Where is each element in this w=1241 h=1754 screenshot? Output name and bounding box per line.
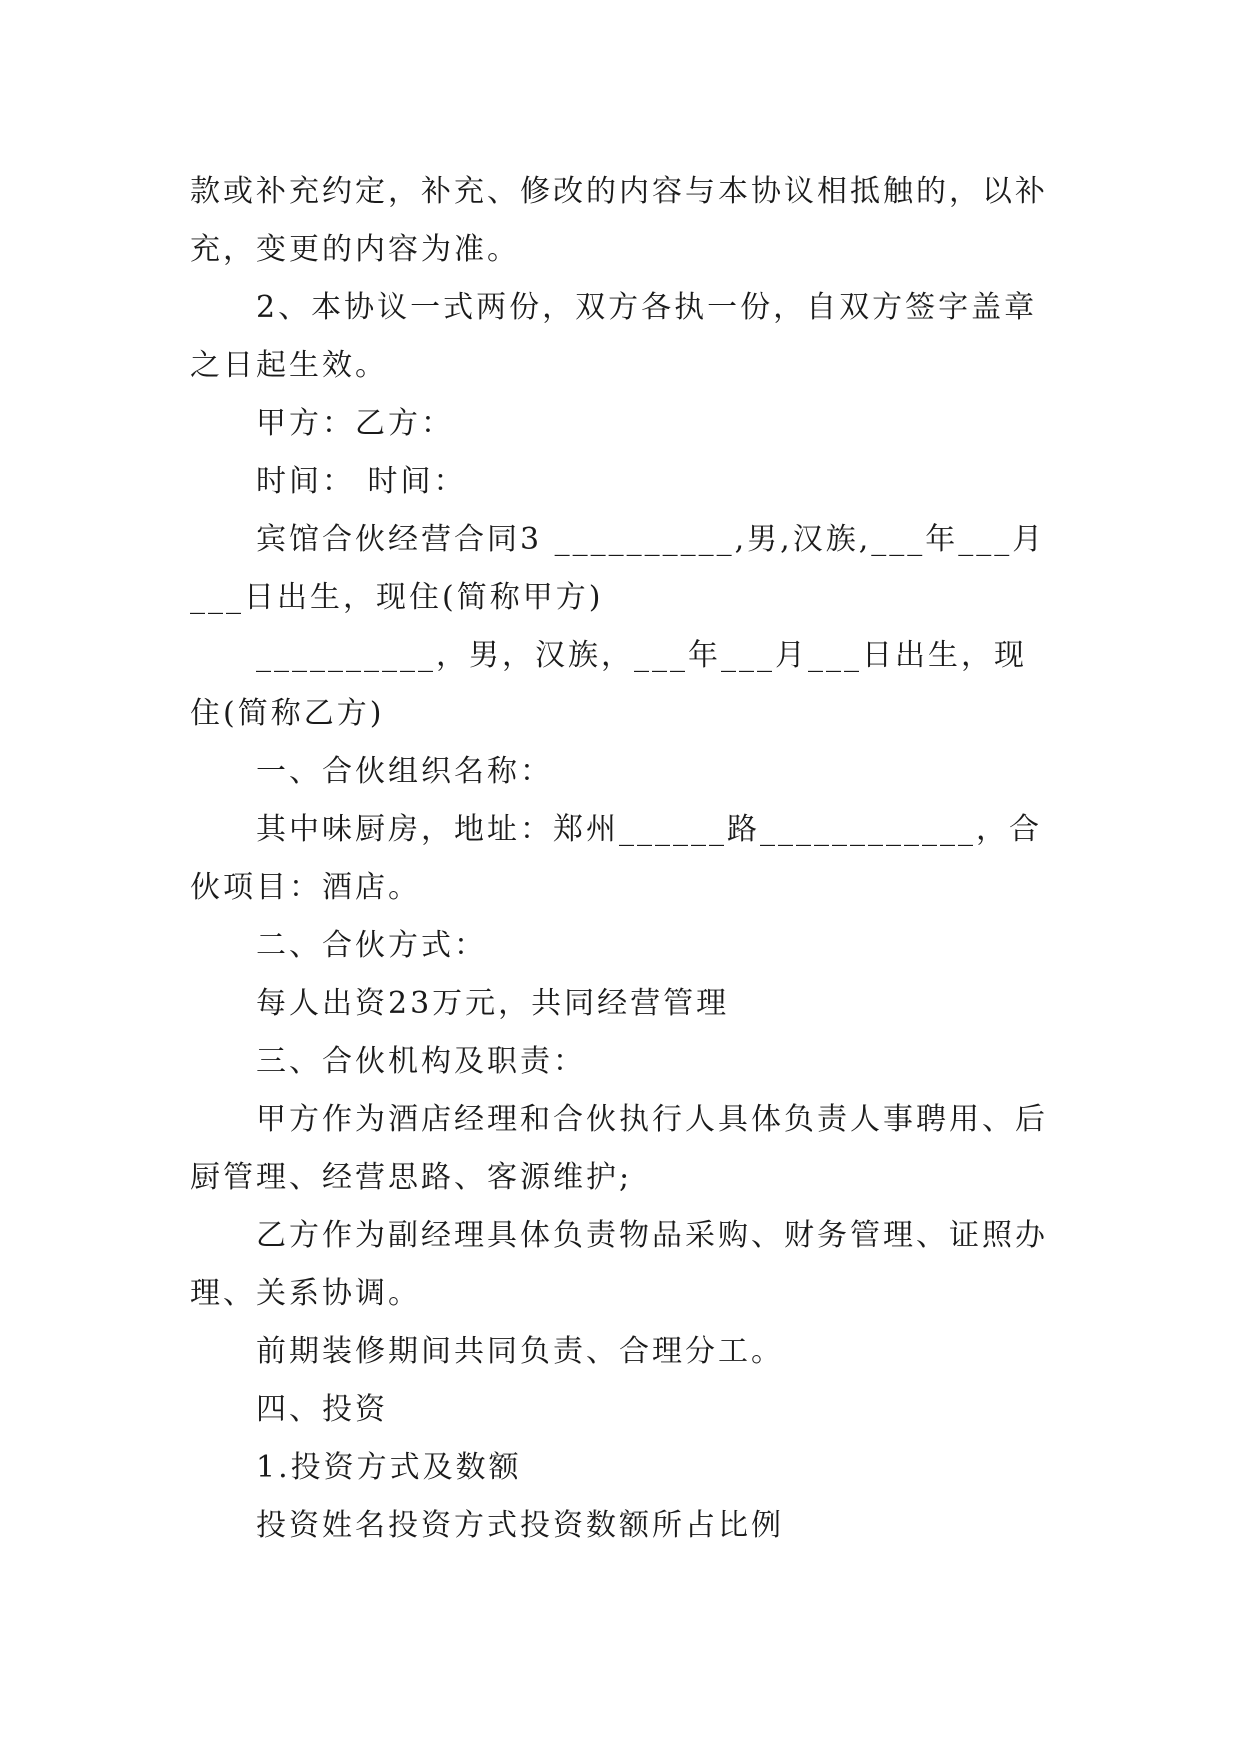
section-heading-investment: 四、投资 xyxy=(256,1392,388,1427)
paragraph-investment-method: 每人出资23万元，共同经营管理 xyxy=(256,986,730,1021)
contract-title-party-a: 宾馆合伙经营合同3 __________,男,汉族,___年___月___日出生，现住(简称甲方) xyxy=(190,522,1046,615)
document-body xyxy=(190,163,1052,1555)
paragraph-party-b-duties: 乙方作为副经理具体负责物品采购、财务管理、证照办理、关系协调。 xyxy=(190,1218,1048,1311)
subheading-investment-amount: 1.投资方式及数额 xyxy=(256,1450,522,1485)
section-heading-duties: 三、合伙机构及职责： xyxy=(256,1044,586,1079)
section-heading-method: 二、合伙方式： xyxy=(256,928,487,963)
party-b-info: __________，男，汉族，___年___月___日出生，现住(简称乙方) xyxy=(190,638,1027,731)
section-heading-name: 一、合伙组织名称： xyxy=(256,754,553,789)
signature-parties-line: 甲方：乙方： xyxy=(256,406,454,441)
paragraph-renovation-duties: 前期装修期间共同负责、合理分工。 xyxy=(256,1334,784,1369)
paragraph-copies-clause: 2、本协议一式两份，双方各执一份，自双方签字盖章之日起生效。 xyxy=(190,290,1038,383)
paragraph-supplement-clause: 款或补充约定，补充、修改的内容与本协议相抵触的，以补充，变更的内容为准。 xyxy=(190,174,1048,267)
signature-date-line: 时间： 时间： xyxy=(256,464,467,499)
paragraph-organization-address: 其中味厨房，地址：郑州______路____________，合伙项目：酒店。 xyxy=(190,812,1042,905)
paragraph-party-a-duties: 甲方作为酒店经理和合伙执行人具体负责人事聘用、后厨管理、经营思路、客源维护; xyxy=(190,1102,1048,1195)
investment-table-header: 投资姓名投资方式投资数额所占比例 xyxy=(256,1508,784,1543)
